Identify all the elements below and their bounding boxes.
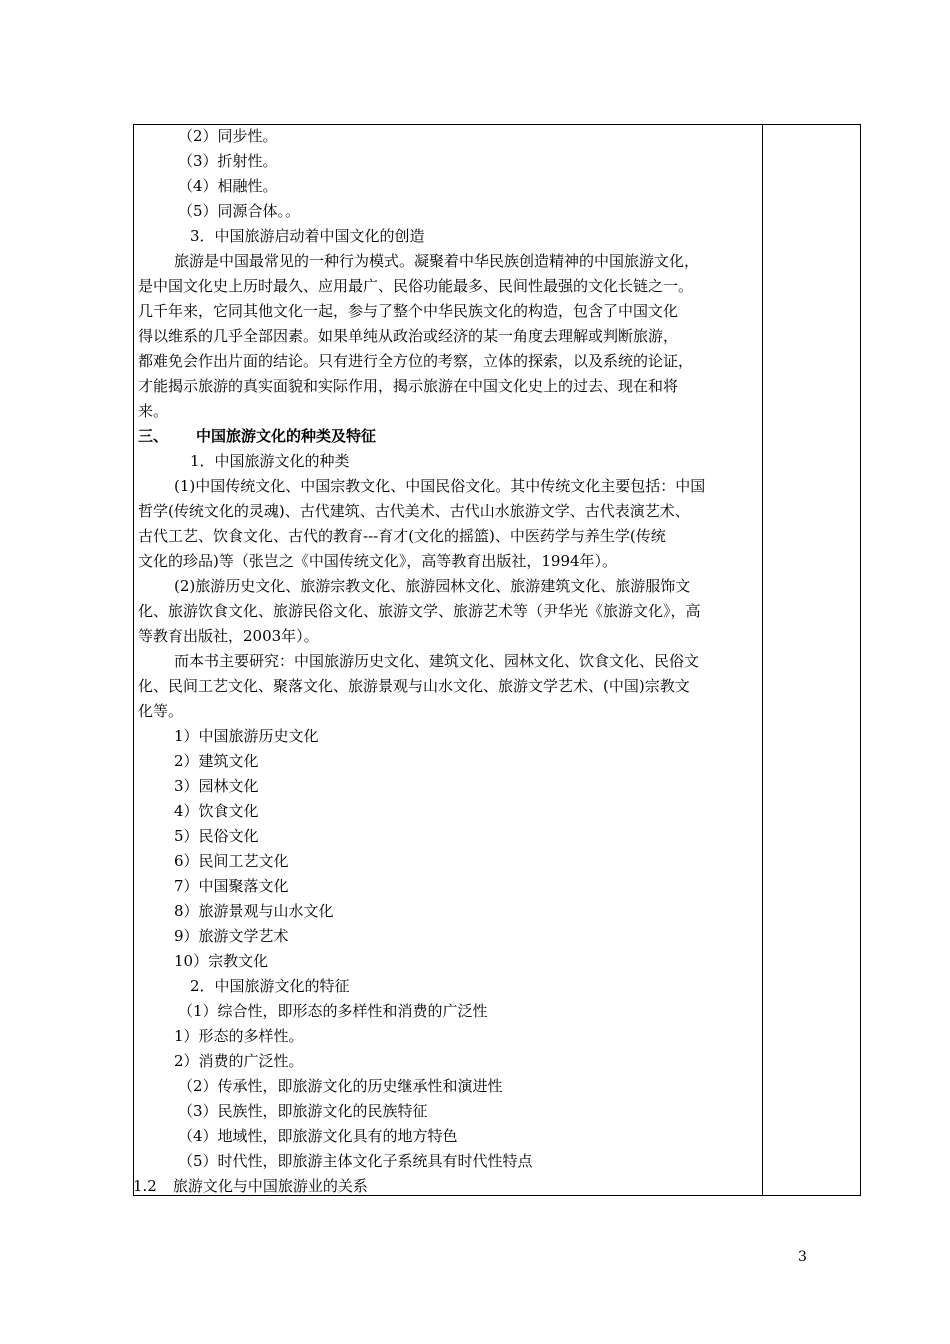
list-item: （4）相融性。: [178, 177, 278, 195]
page-content: [133, 124, 756, 1199]
paragraph-line: 化等。: [138, 702, 184, 720]
table-column-divider: [762, 124, 763, 1196]
list-item: 8）旅游景观与山水文化: [174, 902, 334, 920]
paragraph-line: 得以维系的几乎全部因素。如果单纯从政治或经济的某一角度去理解或判断旅游，: [138, 327, 679, 345]
paragraph-4: [138, 649, 756, 724]
paragraph-line: (2)旅游历史文化、旅游宗教文化、旅游园林文化、旅游建筑文化、旅游服饰文: [174, 577, 691, 595]
section-number: 三、: [138, 427, 169, 445]
list-item: 1）中国旅游历史文化: [174, 727, 319, 745]
page-number: 3: [798, 1249, 807, 1265]
section-heading-1-2: [133, 1174, 756, 1199]
list-item: 1）形态的多样性。: [174, 1027, 304, 1045]
paragraph-line: 来。: [138, 402, 169, 420]
paragraph-line: (1)中国传统文化、中国宗教文化、中国民俗文化。其中传统文化主要包括：中国: [174, 477, 706, 495]
paragraph-line: 几千年来，它同其他文化一起，参与了整个中华民族文化的构造，包含了中国文化: [138, 302, 679, 320]
section-title: 中国旅游文化的种类及特征: [196, 427, 377, 445]
list-item: （5）同源合体。。: [178, 202, 301, 220]
paragraph-line: 才能揭示旅游的真实面貌和实际作用，揭示旅游在中国文化史上的过去、现在和将: [138, 377, 679, 395]
list-item: （5）时代性，即旅游主体文化子系统具有时代性特点: [178, 1152, 533, 1170]
list-item: （3）折射性。: [178, 152, 278, 170]
paragraph-line: 古代工艺、饮食文化、古代的教育---育才(文化的摇篮)、中医药学与养生学(传统: [138, 527, 666, 545]
list-item: （2）传承性，即旅游文化的历史继承性和演进性: [178, 1077, 503, 1095]
list-item: （2）同步性。: [178, 127, 278, 145]
paragraph-line: 等教育出版社，2003年）。: [138, 627, 319, 645]
subheading: 2．中国旅游文化的特征: [190, 977, 350, 995]
paragraph-line: 是中国文化史上历时最久、应用最广、民俗功能最多、民间性最强的文化长链之一。: [138, 277, 694, 295]
paragraph-line: 化、旅游饮食文化、旅游民俗文化、旅游文学、旅游艺术等（尹华光《旅游文化》，高: [138, 602, 701, 620]
paragraph-line: 而本书主要研究：中国旅游历史文化、建筑文化、园林文化、饮食文化、民俗文: [174, 652, 700, 670]
list-item: 7）中国聚落文化: [174, 877, 289, 895]
paragraph-2: [138, 474, 756, 574]
paragraph-line: 旅游是中国最常见的一种行为模式。凝聚着中华民族创造精神的中国旅游文化，: [174, 252, 700, 270]
list-item: 4）饮食文化: [174, 802, 259, 820]
paragraph-1: [138, 249, 756, 424]
paragraph-line: 都难免会作出片面的结论。只有进行全方位的考察，立体的探索，以及系统的论证，: [138, 352, 694, 370]
list-item: （3）民族性，即旅游文化的民族特征: [178, 1102, 428, 1120]
paragraph-line: 化、民间工艺文化、聚落文化、旅游景观与山水文化、旅游文学艺术、(中国)宗教文: [138, 677, 690, 695]
subheading: 3．中国旅游启动着中国文化的创造: [190, 227, 425, 245]
section-number: 1.2: [133, 1177, 157, 1195]
list-item: 10）宗教文化: [174, 952, 269, 970]
subheading: 1．中国旅游文化的种类: [190, 452, 350, 470]
list-item: 5）民俗文化: [174, 827, 259, 845]
list-item: 6）民间工艺文化: [174, 852, 289, 870]
list-item: 9）旅游文学艺术: [174, 927, 289, 945]
list-item: 3）园林文化: [174, 777, 259, 795]
paragraph-line: 哲学(传统文化的灵魂)、古代建筑、古代美术、古代山水旅游文学、古代表演艺术、: [138, 502, 690, 520]
paragraph-line: 文化的珍品)等（张岂之《中国传统文化》，高等教育出版社，1994年）。: [138, 552, 618, 570]
list-item: 2）建筑文化: [174, 752, 259, 770]
paragraph-3: [138, 574, 756, 649]
section-title: 旅游文化与中国旅游业的关系: [172, 1177, 368, 1195]
section-heading: [138, 424, 756, 449]
list-item: 2）消费的广泛性。: [174, 1052, 304, 1070]
list-item: （1）综合性，即形态的多样性和消费的广泛性: [178, 1002, 488, 1020]
list-item: （4）地域性，即旅游文化具有的地方特色: [178, 1127, 458, 1145]
